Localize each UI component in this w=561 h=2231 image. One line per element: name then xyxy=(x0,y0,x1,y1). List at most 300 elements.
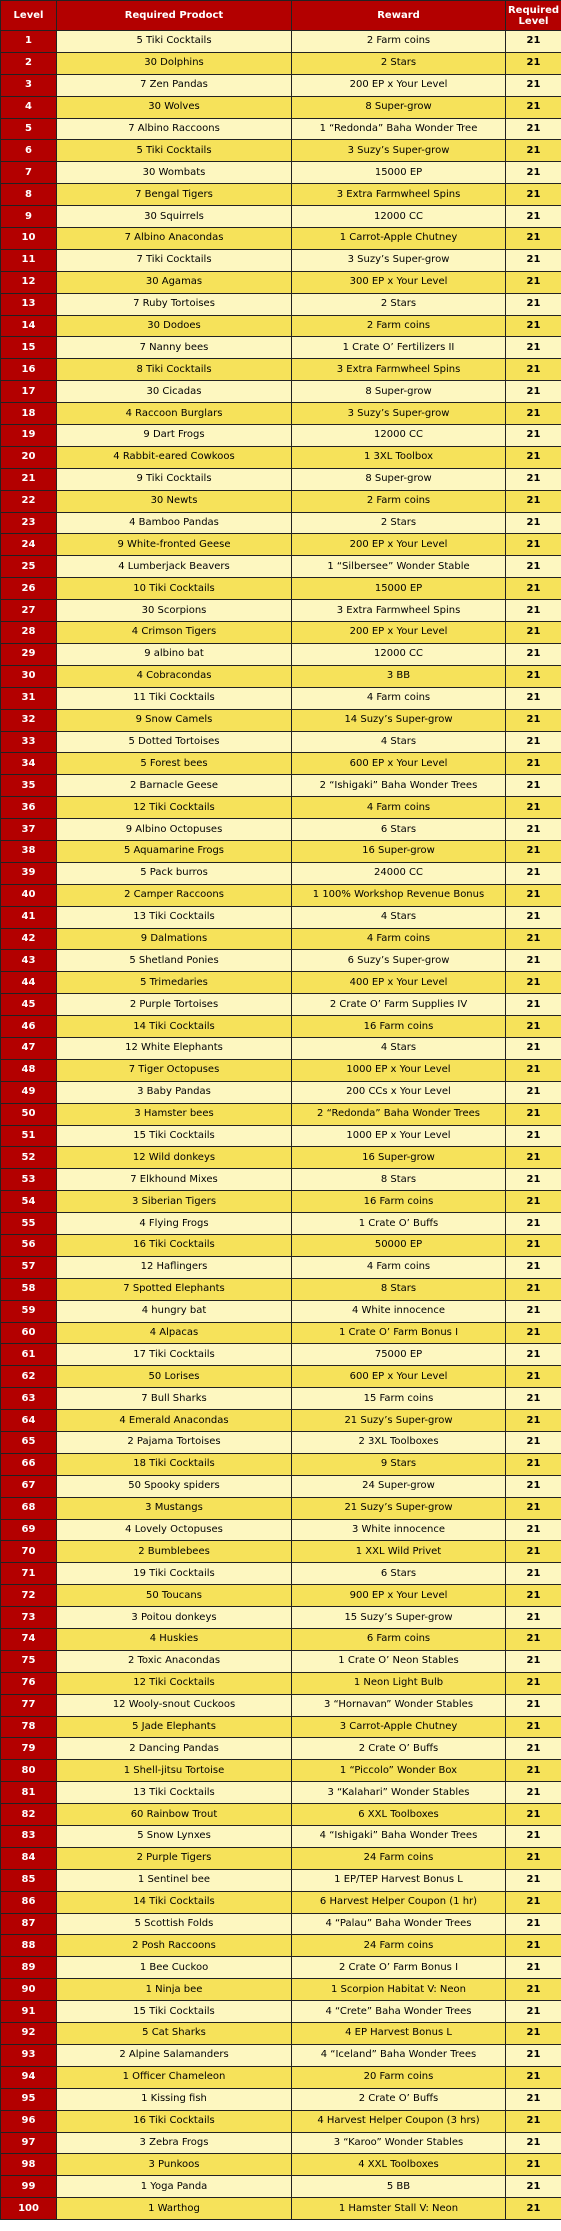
reward-cell: 1000 EP x Your Level xyxy=(292,1125,506,1147)
required-level-cell: 21 xyxy=(506,1782,561,1804)
required-level-cell: 21 xyxy=(506,1453,561,1475)
required-level-cell: 21 xyxy=(506,1650,561,1672)
required-product-cell: 16 Tiki Cocktails xyxy=(57,2110,292,2132)
required-level-cell: 21 xyxy=(506,118,561,140)
required-level-cell: 21 xyxy=(506,337,561,359)
required-level-cell: 21 xyxy=(506,1081,561,1103)
level-cell: 5 xyxy=(1,118,57,140)
required-level-cell: 21 xyxy=(506,1016,561,1038)
level-cell: 86 xyxy=(1,1891,57,1913)
level-cell: 15 xyxy=(1,337,57,359)
reward-cell: 21 Suzy’s Super-grow xyxy=(292,1410,506,1432)
table-row xyxy=(1,315,561,337)
required-product-cell: 2 Bumblebees xyxy=(57,1541,292,1563)
reward-cell: 1 “Redonda” Baha Wonder Tree xyxy=(292,118,506,140)
reward-cell: 4 Farm coins xyxy=(292,928,506,950)
reward-cell: 600 EP x Your Level xyxy=(292,1366,506,1388)
reward-cell: 15 Farm coins xyxy=(292,1388,506,1410)
table-row xyxy=(1,1650,561,1672)
required-product-cell: 1 Officer Chameleon xyxy=(57,2066,292,2088)
required-level-cell: 21 xyxy=(506,1322,561,1344)
required-level-cell: 21 xyxy=(506,534,561,556)
required-product-cell: 2 Purple Tortoises xyxy=(57,994,292,1016)
required-level-cell: 21 xyxy=(506,1629,561,1651)
required-product-cell: 15 Tiki Cocktails xyxy=(57,2001,292,2023)
level-cell: 54 xyxy=(1,1191,57,1213)
level-cell: 64 xyxy=(1,1410,57,1432)
required-level-cell: 21 xyxy=(506,884,561,906)
level-cell: 74 xyxy=(1,1629,57,1651)
required-product-cell: 5 Cat Sharks xyxy=(57,2023,292,2045)
level-cell: 75 xyxy=(1,1650,57,1672)
required-level-cell: 21 xyxy=(506,1037,561,1059)
level-cell: 44 xyxy=(1,972,57,994)
level-cell: 98 xyxy=(1,2154,57,2176)
table-row xyxy=(1,2198,561,2220)
table-row xyxy=(1,2066,561,2088)
reward-cell: 1 XXL Wild Privet xyxy=(292,1541,506,1563)
table-row xyxy=(1,1278,561,1300)
reward-cell: 200 EP x Your Level xyxy=(292,534,506,556)
level-cell: 90 xyxy=(1,1979,57,2001)
required-level-cell: 21 xyxy=(506,840,561,862)
table-row xyxy=(1,249,561,271)
required-level-cell: 21 xyxy=(506,1278,561,1300)
required-product-cell: 1 Kissing fish xyxy=(57,2088,292,2110)
required-level-cell: 21 xyxy=(506,906,561,928)
table-row xyxy=(1,1979,561,2001)
table-row xyxy=(1,928,561,950)
table-row xyxy=(1,425,561,447)
table-row xyxy=(1,1826,561,1848)
required-level-cell: 21 xyxy=(506,1432,561,1454)
reward-cell: 2 Stars xyxy=(292,52,506,74)
required-product-cell: 1 Sentinel bee xyxy=(57,1869,292,1891)
table-row xyxy=(1,665,561,687)
table-row xyxy=(1,96,561,118)
reward-cell: 2 Crate O’ Buffs xyxy=(292,2088,506,2110)
required-level-cell: 21 xyxy=(506,162,561,184)
required-level-cell: 21 xyxy=(506,425,561,447)
required-level-cell: 21 xyxy=(506,74,561,96)
required-level-cell: 21 xyxy=(506,1234,561,1256)
level-cell: 7 xyxy=(1,162,57,184)
required-product-cell: 13 Tiki Cocktails xyxy=(57,1782,292,1804)
required-product-cell: 7 Albino Raccoons xyxy=(57,118,292,140)
table-row xyxy=(1,1322,561,1344)
required-level-cell: 21 xyxy=(506,753,561,775)
required-product-cell: 5 Shetland Ponies xyxy=(57,950,292,972)
level-cell: 20 xyxy=(1,446,57,468)
required-product-cell: 60 Rainbow Trout xyxy=(57,1804,292,1826)
reward-cell: 1 3XL Toolbox xyxy=(292,446,506,468)
level-cell: 36 xyxy=(1,797,57,819)
required-product-cell: 50 Toucans xyxy=(57,1585,292,1607)
level-cell: 19 xyxy=(1,425,57,447)
reward-cell: 8 Super-grow xyxy=(292,468,506,490)
reward-cell: 16 Farm coins xyxy=(292,1191,506,1213)
table-row xyxy=(1,1410,561,1432)
required-product-cell: 5 Pack burros xyxy=(57,862,292,884)
required-product-cell: 1 Shell-jitsu Tortoise xyxy=(57,1760,292,1782)
table-row xyxy=(1,74,561,96)
table-row xyxy=(1,687,561,709)
required-level-cell: 21 xyxy=(506,1672,561,1694)
reward-cell: 16 Super-grow xyxy=(292,840,506,862)
level-cell: 41 xyxy=(1,906,57,928)
required-level-cell: 21 xyxy=(506,1125,561,1147)
reward-cell: 4 Stars xyxy=(292,1037,506,1059)
required-product-cell: 30 Wombats xyxy=(57,162,292,184)
table-row xyxy=(1,1519,561,1541)
reward-cell: 4 EP Harvest Bonus L xyxy=(292,2023,506,2045)
header-row xyxy=(1,1,561,31)
reward-cell: 900 EP x Your Level xyxy=(292,1585,506,1607)
required-level-cell: 21 xyxy=(506,1891,561,1913)
required-level-cell: 21 xyxy=(506,797,561,819)
table-row xyxy=(1,1935,561,1957)
level-cell: 10 xyxy=(1,228,57,250)
reward-cell: 1000 EP x Your Level xyxy=(292,1059,506,1081)
table-row xyxy=(1,1847,561,1869)
required-level-cell: 21 xyxy=(506,731,561,753)
required-level-cell: 21 xyxy=(506,1913,561,1935)
required-product-cell: 7 Nanny bees xyxy=(57,337,292,359)
level-cell: 13 xyxy=(1,293,57,315)
reward-cell: 6 Stars xyxy=(292,1563,506,1585)
required-product-cell: 30 Wolves xyxy=(57,96,292,118)
reward-cell: 6 Suzy’s Super-grow xyxy=(292,950,506,972)
table-row xyxy=(1,1760,561,1782)
table-row xyxy=(1,1497,561,1519)
level-cell: 51 xyxy=(1,1125,57,1147)
required-level-cell: 21 xyxy=(506,2066,561,2088)
level-cell: 49 xyxy=(1,1081,57,1103)
reward-cell: 4 Stars xyxy=(292,906,506,928)
reward-cell: 600 EP x Your Level xyxy=(292,753,506,775)
reward-cell: 1 Scorpion Habitat V: Neon xyxy=(292,1979,506,2001)
required-level-cell: 21 xyxy=(506,359,561,381)
level-cell: 23 xyxy=(1,512,57,534)
required-product-cell: 4 Bamboo Pandas xyxy=(57,512,292,534)
reward-cell: 2 Farm coins xyxy=(292,31,506,53)
level-cell: 32 xyxy=(1,709,57,731)
level-cell: 80 xyxy=(1,1760,57,1782)
required-level-cell: 21 xyxy=(506,1694,561,1716)
reward-cell: 3 Extra Farmwheel Spins xyxy=(292,600,506,622)
level-cell: 46 xyxy=(1,1016,57,1038)
table-row xyxy=(1,1913,561,1935)
reward-cell: 3 Extra Farmwheel Spins xyxy=(292,184,506,206)
level-cell: 100 xyxy=(1,2198,57,2220)
level-cell: 9 xyxy=(1,206,57,228)
reward-cell: 1 Hamster Stall V: Neon xyxy=(292,2198,506,2220)
reward-cell: 200 CCs x Your Level xyxy=(292,1081,506,1103)
required-level-cell: 21 xyxy=(506,1344,561,1366)
reward-cell: 2 Stars xyxy=(292,293,506,315)
reward-cell: 3 Suzy’s Super-grow xyxy=(292,140,506,162)
table-row xyxy=(1,775,561,797)
reward-cell: 4 Farm coins xyxy=(292,1256,506,1278)
level-cell: 84 xyxy=(1,1847,57,1869)
table-row xyxy=(1,52,561,74)
reward-cell: 16 Super-grow xyxy=(292,1147,506,1169)
level-cell: 72 xyxy=(1,1585,57,1607)
required-level-cell: 21 xyxy=(506,819,561,841)
table-row xyxy=(1,1891,561,1913)
reward-cell: 2 Farm coins xyxy=(292,490,506,512)
level-cell: 37 xyxy=(1,819,57,841)
table-row xyxy=(1,468,561,490)
level-cell: 65 xyxy=(1,1432,57,1454)
required-product-cell: 15 Tiki Cocktails xyxy=(57,1125,292,1147)
level-cell: 53 xyxy=(1,1169,57,1191)
required-product-cell: 7 Spotted Elephants xyxy=(57,1278,292,1300)
required-product-cell: 2 Dancing Pandas xyxy=(57,1738,292,1760)
required-level-cell: 21 xyxy=(506,1563,561,1585)
required-product-cell: 5 Scottish Folds xyxy=(57,1913,292,1935)
level-cell: 97 xyxy=(1,2132,57,2154)
level-cell: 59 xyxy=(1,1300,57,1322)
required-product-cell: 2 Pajama Tortoises xyxy=(57,1432,292,1454)
required-level-cell: 21 xyxy=(506,2176,561,2198)
table-row xyxy=(1,1256,561,1278)
reward-cell: 6 Harvest Helper Coupon (1 hr) xyxy=(292,1891,506,1913)
required-product-cell: 7 Tiger Octopuses xyxy=(57,1059,292,1081)
required-product-cell: 30 Dodoes xyxy=(57,315,292,337)
required-product-cell: 14 Tiki Cocktails xyxy=(57,1891,292,1913)
required-product-cell: 2 Barnacle Geese xyxy=(57,775,292,797)
table-row xyxy=(1,2154,561,2176)
required-level-cell: 21 xyxy=(506,1366,561,1388)
required-level-cell: 21 xyxy=(506,1804,561,1826)
level-cell: 29 xyxy=(1,643,57,665)
reward-cell: 3 Suzy’s Super-grow xyxy=(292,249,506,271)
required-product-cell: 30 Scorpions xyxy=(57,600,292,622)
required-product-cell: 4 Raccoon Burglars xyxy=(57,403,292,425)
reward-cell: 4 “Palau” Baha Wonder Trees xyxy=(292,1913,506,1935)
required-product-cell: 5 Trimedaries xyxy=(57,972,292,994)
required-product-cell: 18 Tiki Cocktails xyxy=(57,1453,292,1475)
required-product-cell: 11 Tiki Cocktails xyxy=(57,687,292,709)
required-level-cell: 21 xyxy=(506,1826,561,1848)
reward-cell: 21 Suzy’s Super-grow xyxy=(292,1497,506,1519)
reward-cell: 4 Farm coins xyxy=(292,687,506,709)
table-row xyxy=(1,359,561,381)
reward-cell: 15 Suzy’s Super-grow xyxy=(292,1607,506,1629)
table-row xyxy=(1,1125,561,1147)
reward-cell: 3 Carrot-Apple Chutney xyxy=(292,1716,506,1738)
required-product-cell: 50 Lorises xyxy=(57,1366,292,1388)
level-cell: 33 xyxy=(1,731,57,753)
required-product-cell: 1 Ninja bee xyxy=(57,1979,292,2001)
required-product-cell: 2 Camper Raccoons xyxy=(57,884,292,906)
required-level-cell: 21 xyxy=(506,643,561,665)
required-level-cell: 21 xyxy=(506,709,561,731)
reward-cell: 16 Farm coins xyxy=(292,1016,506,1038)
required-level-cell: 21 xyxy=(506,1738,561,1760)
reward-cell: 300 EP x Your Level xyxy=(292,271,506,293)
level-cell: 83 xyxy=(1,1826,57,1848)
required-product-cell: 30 Squirrels xyxy=(57,206,292,228)
required-product-cell: 8 Tiki Cocktails xyxy=(57,359,292,381)
reward-cell: 8 Super-grow xyxy=(292,381,506,403)
required-product-cell: 9 Tiki Cocktails xyxy=(57,468,292,490)
required-product-cell: 1 Warthog xyxy=(57,2198,292,2220)
required-product-cell: 2 Purple Tigers xyxy=(57,1847,292,1869)
required-level-cell: 21 xyxy=(506,600,561,622)
required-level-cell: 21 xyxy=(506,578,561,600)
required-level-cell: 21 xyxy=(506,381,561,403)
required-level-cell: 21 xyxy=(506,775,561,797)
table-row xyxy=(1,184,561,206)
required-product-cell: 1 Yoga Panda xyxy=(57,2176,292,2198)
reward-cell: 14 Suzy’s Super-grow xyxy=(292,709,506,731)
table-row xyxy=(1,1563,561,1585)
level-cell: 60 xyxy=(1,1322,57,1344)
required-level-cell: 21 xyxy=(506,1169,561,1191)
required-level-cell: 21 xyxy=(506,994,561,1016)
required-product-cell: 3 Mustangs xyxy=(57,1497,292,1519)
required-product-cell: 4 Cobracondas xyxy=(57,665,292,687)
reward-cell: 1 100% Workshop Revenue Bonus xyxy=(292,884,506,906)
table-row xyxy=(1,271,561,293)
level-cell: 73 xyxy=(1,1607,57,1629)
required-level-cell: 21 xyxy=(506,665,561,687)
level-cell: 40 xyxy=(1,884,57,906)
required-level-cell: 21 xyxy=(506,1760,561,1782)
reward-cell: 24000 CC xyxy=(292,862,506,884)
level-cell: 82 xyxy=(1,1804,57,1826)
level-cell: 71 xyxy=(1,1563,57,1585)
level-cell: 77 xyxy=(1,1694,57,1716)
reward-cell: 6 XXL Toolboxes xyxy=(292,1804,506,1826)
level-cell: 47 xyxy=(1,1037,57,1059)
level-cell: 66 xyxy=(1,1453,57,1475)
required-product-cell: 7 Zen Pandas xyxy=(57,74,292,96)
required-product-cell: 3 Hamster bees xyxy=(57,1103,292,1125)
reward-cell: 3 “Hornavan” Wonder Stables xyxy=(292,1694,506,1716)
reward-cell: 2 Crate O’ Farm Supplies IV xyxy=(292,994,506,1016)
table-row xyxy=(1,512,561,534)
level-cell: 43 xyxy=(1,950,57,972)
table-body xyxy=(1,31,561,2220)
table-row xyxy=(1,797,561,819)
required-product-cell: 9 Snow Camels xyxy=(57,709,292,731)
required-level-cell: 21 xyxy=(506,206,561,228)
required-product-cell: 7 Elkhound Mixes xyxy=(57,1169,292,1191)
table-row xyxy=(1,1672,561,1694)
reward-cell: 200 EP x Your Level xyxy=(292,622,506,644)
required-product-cell: 7 Tiki Cocktails xyxy=(57,249,292,271)
table-row xyxy=(1,578,561,600)
table-row xyxy=(1,534,561,556)
required-level-cell: 21 xyxy=(506,96,561,118)
table-row xyxy=(1,1694,561,1716)
table-row xyxy=(1,1716,561,1738)
reward-cell: 4 “Crete” Baha Wonder Trees xyxy=(292,2001,506,2023)
level-cell: 68 xyxy=(1,1497,57,1519)
table-row xyxy=(1,1234,561,1256)
required-level-cell: 21 xyxy=(506,1213,561,1235)
required-level-cell: 21 xyxy=(506,2132,561,2154)
required-level-cell: 21 xyxy=(506,490,561,512)
table-row xyxy=(1,31,561,53)
table-row xyxy=(1,1475,561,1497)
table-row xyxy=(1,1037,561,1059)
required-level-cell: 21 xyxy=(506,1869,561,1891)
required-product-cell: 12 Tiki Cocktails xyxy=(57,1672,292,1694)
level-cell: 63 xyxy=(1,1388,57,1410)
required-level-cell: 21 xyxy=(506,1607,561,1629)
table-row xyxy=(1,1869,561,1891)
required-level-cell: 21 xyxy=(506,2044,561,2066)
level-cell: 25 xyxy=(1,556,57,578)
level-cell: 88 xyxy=(1,1935,57,1957)
reward-cell: 50000 EP xyxy=(292,1234,506,1256)
reward-cell: 1 Neon Light Bulb xyxy=(292,1672,506,1694)
table-row xyxy=(1,1103,561,1125)
level-cell: 24 xyxy=(1,534,57,556)
reward-cell: 2 “Redonda” Baha Wonder Trees xyxy=(292,1103,506,1125)
required-product-cell: 7 Ruby Tortoises xyxy=(57,293,292,315)
required-product-cell: 5 Tiki Cocktails xyxy=(57,31,292,53)
required-level-cell: 21 xyxy=(506,687,561,709)
required-level-cell: 21 xyxy=(506,1410,561,1432)
required-product-cell: 50 Spooky spiders xyxy=(57,1475,292,1497)
level-cell: 79 xyxy=(1,1738,57,1760)
required-level-cell: 21 xyxy=(506,52,561,74)
required-product-cell: 4 Crimson Tigers xyxy=(57,622,292,644)
required-level-cell: 21 xyxy=(506,2023,561,2045)
reward-cell: 75000 EP xyxy=(292,1344,506,1366)
reward-cell: 12000 CC xyxy=(292,206,506,228)
table-row xyxy=(1,337,561,359)
table-row xyxy=(1,1585,561,1607)
required-product-cell: 13 Tiki Cocktails xyxy=(57,906,292,928)
required-product-cell: 16 Tiki Cocktails xyxy=(57,1234,292,1256)
table-row xyxy=(1,1453,561,1475)
reward-cell: 9 Stars xyxy=(292,1453,506,1475)
reward-cell: 2 Crate O’ Buffs xyxy=(292,1738,506,1760)
level-cell: 93 xyxy=(1,2044,57,2066)
table-row xyxy=(1,293,561,315)
reward-cell: 1 Crate O’ Farm Bonus I xyxy=(292,1322,506,1344)
table-row xyxy=(1,950,561,972)
reward-cell: 2 Farm coins xyxy=(292,315,506,337)
table-row xyxy=(1,1059,561,1081)
reward-cell: 1 “Silbersee” Wonder Stable xyxy=(292,556,506,578)
reward-cell: 3 Suzy’s Super-grow xyxy=(292,403,506,425)
required-level-cell: 21 xyxy=(506,622,561,644)
table-row xyxy=(1,1541,561,1563)
required-product-cell: 12 Wooly-snout Cuckoos xyxy=(57,1694,292,1716)
required-product-cell: 1 Bee Cuckoo xyxy=(57,1957,292,1979)
level-cell: 67 xyxy=(1,1475,57,1497)
required-product-cell: 5 Jade Elephants xyxy=(57,1716,292,1738)
required-level-cell: 21 xyxy=(506,1191,561,1213)
table-row xyxy=(1,819,561,841)
required-product-cell: 4 Flying Frogs xyxy=(57,1213,292,1235)
level-cell: 69 xyxy=(1,1519,57,1541)
required-level-cell: 21 xyxy=(506,1957,561,1979)
table-row xyxy=(1,2088,561,2110)
required-product-cell: 30 Cicadas xyxy=(57,381,292,403)
table-row xyxy=(1,1169,561,1191)
required-level-cell: 21 xyxy=(506,293,561,315)
table-row xyxy=(1,1804,561,1826)
level-cell: 57 xyxy=(1,1256,57,1278)
